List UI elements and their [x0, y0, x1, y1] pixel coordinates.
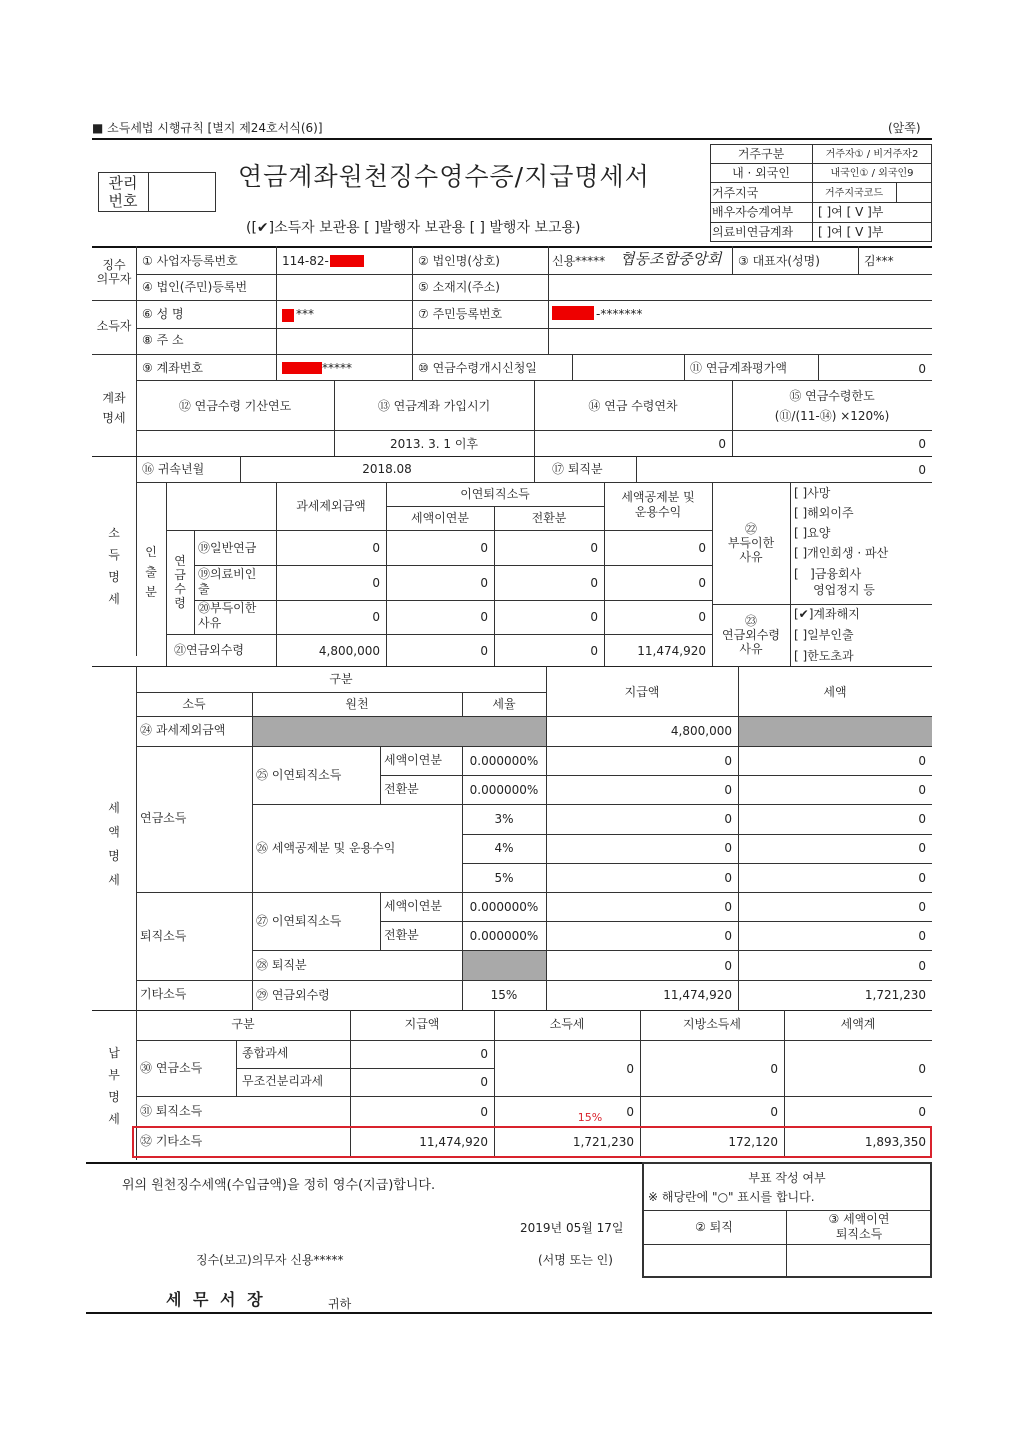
tax-cell: 1,721,230: [864, 988, 926, 1002]
attachment-retirement: ② 퇴직: [695, 1220, 733, 1234]
rate-cell: 3%: [494, 812, 514, 826]
pay-cell: 0: [724, 929, 732, 943]
tax-deferred-header: 세액이연분: [411, 511, 469, 525]
rate-cell: 15%: [490, 988, 518, 1002]
shaded-cell: [253, 717, 546, 746]
deferred-retirement-header: 이연퇴직소득: [460, 487, 530, 501]
biz-reg-no-label: ① 사업자등록번호: [142, 254, 238, 268]
rate-annotation: 15%: [577, 1111, 603, 1124]
rate-cell: 0.000000%: [469, 754, 539, 768]
payment-cell: 0: [918, 1062, 926, 1076]
rate-cell: 4%: [494, 841, 514, 855]
other-income-payment-label: ㉜ 기타소득: [140, 1134, 203, 1148]
tax-cell: 0: [918, 900, 926, 914]
tax-cell: 0: [918, 959, 926, 973]
retirement-portion-row-label: ㉘ 퇴직분: [256, 958, 307, 972]
payment-cell: 172,120: [728, 1135, 778, 1149]
income-section-label: 소 득 명 세: [108, 526, 120, 606]
corp-name-prefix: 신용*****: [552, 254, 606, 268]
deferred-retirement-row-label: ㉕ 이연퇴직소득: [256, 768, 342, 782]
non-pension-reason-header: ㉓ 연금외수령 사유: [722, 614, 780, 656]
income-cell: 0: [590, 610, 598, 624]
pension-income-label: 연금소득: [140, 811, 187, 825]
tax-cell: 0: [918, 841, 926, 855]
converted-header: 전환분: [531, 511, 567, 525]
redaction-mark: [330, 255, 364, 267]
medical-account-value: [ ]여 [ V ]부: [818, 225, 884, 239]
unavoidable-reason-label: ⑳부득이한 사유: [198, 601, 257, 630]
reason-partial-withdrawal: [ ]일부인출: [794, 628, 854, 642]
income-cell: 0: [480, 541, 488, 555]
rate-cell: 5%: [494, 871, 514, 885]
join-date-value: 2013. 3. 1 이후: [389, 437, 479, 451]
redaction-mark: [552, 306, 594, 320]
corp-reg-no-label: ④ 법인(주민)등록번: [142, 280, 248, 294]
payment-local-tax-header: 지방소득세: [683, 1017, 741, 1031]
tax-cell: 0: [918, 812, 926, 826]
representative-label: ③ 대표자(성명): [738, 254, 820, 268]
payment-cell: 0: [626, 1062, 634, 1076]
tax-rate-header: 세율: [492, 697, 516, 711]
non-pension-receipt-label: ㉑연금외수령: [174, 643, 244, 657]
earner-name: ***: [296, 307, 314, 321]
reason-account-closed: [✔]계좌해지: [794, 607, 860, 621]
pension-limit-value: 0: [918, 437, 926, 451]
management-number-label: 관리 번호: [108, 174, 138, 210]
converted-sub: 전환분: [384, 782, 419, 796]
other-income-label: 기타소득: [140, 987, 187, 1001]
income-cell: 0: [372, 610, 380, 624]
account-section-label: 계좌 명세: [102, 391, 126, 425]
payment-section-label: 납 부 명 세: [108, 1046, 120, 1126]
earner-section-label: 소득자: [96, 319, 132, 333]
pension-start-request-label: ⑩ 연금수령개시신청일: [418, 361, 537, 375]
nationality-label: 내 · 외국인: [732, 166, 790, 180]
payment-cell: 1,893,350: [864, 1135, 926, 1149]
signature-label: (서명 또는 인): [538, 1253, 613, 1267]
payment-gubun-header: 구분: [231, 1017, 255, 1031]
resident-no: -*******: [596, 307, 643, 321]
highlight-box: [132, 1126, 932, 1158]
general-pension-label: ⑲일반연금: [198, 541, 257, 555]
rate-cell: 0.000000%: [469, 900, 539, 914]
tax-exempt-row-label: ㉔ 과세제외금액: [140, 723, 226, 737]
side-mark: (앞쪽): [888, 121, 921, 135]
shaded-cell: [739, 717, 932, 746]
income-cell: 0: [372, 576, 380, 590]
converted-sub: 전환분: [384, 928, 419, 942]
tax-income-header: 소득: [182, 697, 206, 711]
pay-cell: 0: [724, 812, 732, 826]
payment-cell: 0: [770, 1062, 778, 1076]
deferred-retirement-row2-label: ㉗ 이연퇴직소득: [256, 914, 342, 928]
residency-value: 거주자① / 비거주자2: [825, 149, 919, 160]
form-reference: ■ 소득세법 시행규칙 [별지 제24호서식(6)]: [92, 121, 323, 135]
payment-income-tax-header: 소득세: [549, 1017, 585, 1031]
withholder-section-label: 징수 의무자: [96, 258, 132, 286]
tax-cell: 0: [918, 754, 926, 768]
tax-deferred-sub: 세액이연분: [384, 899, 442, 913]
tax-deferred-sub: 세액이연분: [384, 753, 442, 767]
deduction-row-label: ㉖ 세액공제분 및 운용수익: [256, 841, 396, 855]
receipt-year-header: ⑭ 연금 수령연차: [588, 399, 678, 413]
top-rule: [92, 138, 932, 140]
pay-cell: 0: [724, 959, 732, 973]
account-no: *****: [322, 361, 352, 375]
payment-cell: 0: [770, 1105, 778, 1119]
medical-withdrawal-label: ⑲의료비인 출: [198, 567, 257, 596]
tax-gubun-header: 구분: [329, 672, 353, 686]
page-title: 연금계좌원천징수영수증/지급명세서: [238, 162, 650, 191]
earner-name-label: ⑥ 성 명: [142, 307, 184, 321]
non-pension-row-label: ㉙ 연금외수령: [256, 988, 330, 1002]
comprehensive-tax-label: 종합과세: [242, 1046, 289, 1060]
income-cell: 11,474,920: [637, 644, 706, 658]
payer-name: 징수(보고)의무자 신용*****: [196, 1253, 344, 1267]
corp-name-handwritten: 협동조합중앙회: [620, 250, 722, 268]
residency-label: 거주구분: [737, 147, 785, 161]
pension-receipt-label: 연 금 수 령: [174, 554, 186, 610]
receipt-statement: 위의 원천징수세액(수입금액)을 정히 영수(지급)합니다.: [122, 1178, 436, 1193]
pension-base-year-header: ⑫ 연금수령 기산연도: [178, 399, 292, 413]
pension-limit-header: ⑮ 연금수령한도: [789, 389, 875, 403]
attribution-month-label: ⑯ 귀속년월: [142, 462, 205, 476]
attachment-note: ※ 해당란에 "○" 표시를 합니다.: [648, 1190, 815, 1204]
payment-cell: 11,474,920: [419, 1135, 488, 1149]
pension-income-payment-label: ㉚ 연금소득: [140, 1061, 203, 1075]
redaction-mark: [282, 362, 322, 374]
pay-cell: 0: [724, 900, 732, 914]
shaded-cell: [463, 951, 546, 980]
account-no-label: ⑨ 계좌번호: [142, 361, 203, 375]
tax-cell: 0: [918, 783, 926, 797]
pay-cell: 0: [724, 841, 732, 855]
address-label: ⑤ 소재지(주소): [418, 280, 500, 294]
retirement-portion: 0: [918, 463, 926, 477]
deduction-header: 세액공제분 및 운용수익: [621, 490, 695, 519]
retirement-income-label: 퇴직소득: [140, 929, 187, 943]
tax-cell: 0: [918, 929, 926, 943]
receipt-year-value: 0: [718, 437, 726, 451]
attachment-title: 부표 작성 여부: [748, 1171, 826, 1185]
payment-cell: 0: [480, 1075, 488, 1089]
addressee: 귀하: [328, 1297, 352, 1311]
payment-cell: 0: [480, 1047, 488, 1061]
income-cell: 0: [590, 644, 598, 658]
medical-account-label: 의료비연금계좌: [712, 225, 794, 239]
payment-cell: 0: [918, 1105, 926, 1119]
income-cell: 0: [590, 576, 598, 590]
rate-cell: 0.000000%: [469, 929, 539, 943]
tax-cell: 0: [918, 871, 926, 885]
tax-pay-header: 지급액: [624, 685, 660, 699]
income-cell: 0: [480, 610, 488, 624]
income-cell: 0: [590, 541, 598, 555]
withdrawal-label: 인 출 분: [145, 545, 157, 599]
biz-reg-no: 114-82-: [282, 254, 329, 268]
pension-limit-formula: (⑪/(11-⑭) ×120%): [774, 409, 890, 423]
payment-total-header: 세액계: [840, 1017, 876, 1031]
unavoidable-reason-header: ㉒ 부득이한 사유: [727, 522, 775, 564]
residence-country-label: 거주지국: [712, 186, 759, 200]
spouse-succession-value: [ ]여 [ V ]부: [818, 205, 884, 219]
retirement-payment-label: ㉛ 퇴직소득: [140, 1104, 203, 1118]
income-cell: 0: [698, 610, 706, 624]
retirement-portion-label: ⑰ 퇴직분: [552, 462, 603, 476]
pay-cell: 11,474,920: [663, 988, 732, 1002]
reason-emigration: [ ]해외이주: [794, 506, 854, 520]
pay-cell: 0: [724, 783, 732, 797]
reason-limit-exceeded: [ ]한도초과: [794, 649, 854, 663]
account-valuation: 0: [918, 362, 926, 376]
residence-country-code: 거주지국코드: [825, 188, 883, 199]
reason-financial-suspension: [ ]금융회사 영업정지 등: [794, 567, 875, 597]
tax-amount-header: 세액: [823, 685, 847, 699]
tax-office: 세 무 서 장: [166, 1290, 266, 1309]
earner-address-label: ⑧ 주 소: [142, 333, 184, 347]
income-cell: 0: [480, 576, 488, 590]
tax-exempt-pay: 4,800,000: [670, 724, 732, 738]
reason-death: [ ]사망: [794, 486, 831, 500]
copy-type-line: ([✔]소득자 보관용 [ ]발행자 보관용 [ ] 발행자 보고용): [246, 220, 581, 236]
income-cell: 0: [372, 541, 380, 555]
redaction-mark: [282, 309, 294, 322]
attachment-deferred: ③ 세액이연 퇴직소득: [828, 1212, 890, 1241]
income-cell: 0: [480, 644, 488, 658]
income-cell: 0: [698, 541, 706, 555]
payment-pay-header: 지급액: [404, 1017, 440, 1031]
nationality-value: 내국인① / 외국인9: [830, 168, 914, 179]
reason-bankruptcy: [ ]개인회생 · 파산: [794, 546, 889, 560]
income-cell: 0: [698, 576, 706, 590]
payment-cell: 0: [626, 1105, 634, 1119]
reason-care: [ ]요양: [794, 526, 831, 540]
tax-source-header: 원천: [345, 697, 369, 711]
account-valuation-label: ⑪ 연금계좌평가액: [690, 361, 787, 375]
rate-cell: 0.000000%: [469, 783, 539, 797]
corp-name-label: ② 법인명(상호): [418, 254, 500, 268]
pay-cell: 0: [724, 754, 732, 768]
tax-exempt-header: 과세제외금액: [296, 499, 366, 513]
issue-date: 2019년 05월 17일: [520, 1221, 624, 1235]
attribution-month: 2018.08: [362, 462, 412, 476]
resident-no-label: ⑦ 주민등록번호: [418, 307, 503, 321]
spouse-succession-label: 배우자승계여부: [712, 205, 794, 219]
income-cell: 4,800,000: [318, 644, 380, 658]
payment-cell: 0: [480, 1105, 488, 1119]
pay-cell: 0: [724, 871, 732, 885]
payment-cell: 1,721,230: [572, 1135, 634, 1149]
join-date-header: ⑬ 연금계좌 가입시기: [377, 399, 491, 413]
separate-tax-label: 무조건분리과세: [242, 1074, 324, 1088]
representative-name: 김***: [864, 254, 894, 268]
tax-section-label: 세 액 명 세: [108, 801, 120, 887]
